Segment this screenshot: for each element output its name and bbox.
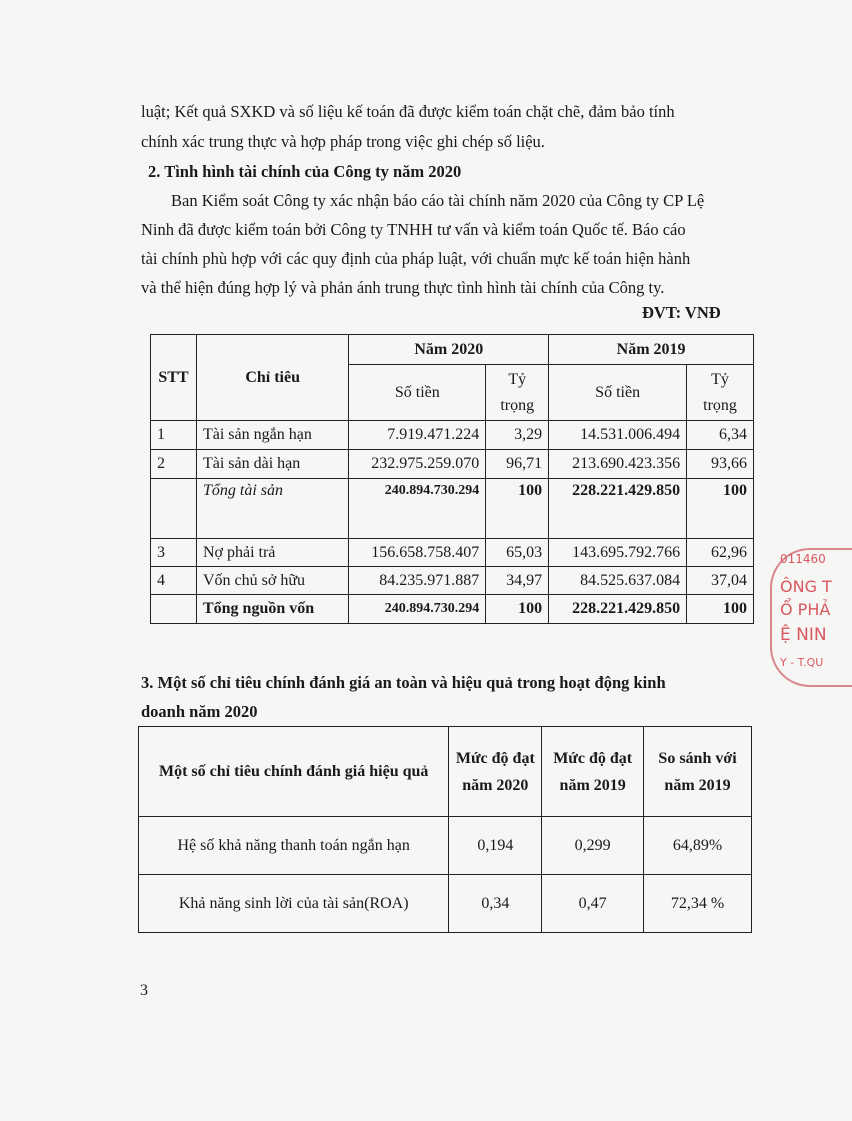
cell-ratio-2019: 100: [687, 595, 754, 624]
cell-level-2020: 0,34: [449, 875, 542, 933]
stamp-line-1: 011460: [780, 552, 826, 566]
cell-name: Tài sản ngắn hạn: [196, 421, 348, 450]
cell-value-2019: 228.221.429.850: [549, 479, 687, 539]
cell-indicator: Khả năng sinh lời của tài sản(ROA): [139, 875, 449, 933]
section-2-line-4: và thể hiện đúng hợp lý và phản ánh trung thực tình hình tài chính của Công ty.: [141, 278, 665, 297]
cell-ratio-2020: 100: [486, 479, 549, 539]
cell-level-2019: 0,299: [542, 817, 644, 875]
cell-ratio-2019: 37,04: [687, 567, 754, 595]
cell-stt: 3: [151, 539, 197, 567]
stamp-line-3: Ổ PHẢ: [780, 600, 831, 619]
cell-value-2020: 240.894.730.294: [349, 595, 486, 624]
stamp-line-4: Ệ NIN: [780, 625, 827, 645]
table-row: [151, 421, 754, 450]
cell-name: Vốn chủ sở hữu: [196, 567, 348, 595]
cell-level-2020: 0,194: [449, 817, 542, 875]
currency-unit: ĐVT: VNĐ: [642, 303, 721, 322]
cell-stt: 1: [151, 421, 197, 450]
cell-stt: 2: [151, 450, 197, 479]
cell-value-2019: 14.531.006.494: [549, 421, 687, 450]
header-level-2020: Mức độ đạt năm 2020: [449, 727, 542, 817]
cell-level-2019: 0,47: [542, 875, 644, 933]
cell-value-2019: 143.695.792.766: [549, 539, 687, 567]
table-row: [151, 567, 754, 595]
header-nam-2020: Năm 2020: [349, 335, 549, 365]
cell-ratio-2020: 100: [486, 595, 549, 624]
cell-compare: 72,34 %: [644, 875, 752, 933]
cell-value-2019: 213.690.423.356: [549, 450, 687, 479]
efficiency-table: [138, 726, 752, 933]
header-so-tien-2019: Số tiền: [549, 365, 687, 421]
section-2-line-3: tài chính phù hợp với các quy định của pháp luật, với chuẩn mực kế toán hiện hành: [141, 249, 691, 268]
cell-value-2019: 228.221.429.850: [549, 595, 687, 624]
cell-stt: [151, 479, 197, 539]
header-stt: STT: [151, 335, 197, 421]
cell-stt: 4: [151, 567, 197, 595]
cell-name: Nợ phải trả: [196, 539, 348, 567]
header-level-2019: Mức độ đạt năm 2019: [542, 727, 644, 817]
section-2-line-2: Ninh đã được kiểm toán bởi Công ty TNHH tư vấn và kiểm toán Quốc tế. Báo cáo: [141, 220, 686, 239]
cell-ratio-2020: 65,03: [486, 539, 549, 567]
header-compare-2019: So sánh với năm 2019: [644, 727, 752, 817]
cell-ratio-2019: 100: [687, 479, 754, 539]
cell-value-2020: 156.658.758.407: [349, 539, 486, 567]
stamp-line-2: ÔNG T: [780, 577, 832, 596]
cell-name: Tài sản dài hạn: [196, 450, 348, 479]
header-nam-2019: Năm 2019: [549, 335, 754, 365]
table-row: [151, 539, 754, 567]
header-chi-tieu: Chỉ tiêu: [196, 335, 348, 421]
cell-value-2020: 84.235.971.887: [349, 567, 486, 595]
header-indicator: Một số chỉ tiêu chính đánh giá hiệu quả: [139, 727, 449, 817]
page-number: 3: [140, 982, 148, 999]
header-ty-trong-2020: Tỷ trọng: [486, 365, 549, 421]
cell-compare: 64,89%: [644, 817, 752, 875]
cell-ratio-2019: 62,96: [687, 539, 754, 567]
intro-line-2: chính xác trung thực và hợp pháp trong việc ghi chép số liệu.: [141, 132, 545, 151]
section-2-heading: 2. Tình hình tài chính của Công ty năm 2020: [148, 162, 462, 181]
cell-name: Tổng nguồn vốn: [196, 595, 348, 624]
section-3-heading-line-2: doanh năm 2020: [141, 702, 258, 721]
table-row: [139, 817, 752, 875]
section-3-heading-line-1: 3. Một số chỉ tiêu chính đánh giá an toàn và hiệu quả trong hoạt động kinh: [141, 673, 666, 692]
cell-value-2019: 84.525.637.084: [549, 567, 687, 595]
cell-ratio-2019: 6,34: [687, 421, 754, 450]
cell-ratio-2020: 34,97: [486, 567, 549, 595]
stamp-line-5: Y - T.QU: [780, 656, 824, 669]
section-2-line-1: Ban Kiểm soát Công ty xác nhận báo cáo tài chính năm 2020 của Công ty CP Lệ: [171, 191, 705, 210]
table-row-total-capital: [151, 595, 754, 624]
cell-indicator: Hệ số khả năng thanh toán ngắn hạn: [139, 817, 449, 875]
cell-ratio-2020: 96,71: [486, 450, 549, 479]
table-row: [151, 450, 754, 479]
cell-stt: [151, 595, 197, 624]
cell-value-2020: 232.975.259.070: [349, 450, 486, 479]
cell-value-2020: 7.919.471.224: [349, 421, 486, 450]
cell-ratio-2019: 93,66: [687, 450, 754, 479]
table-row-total-assets: [151, 479, 754, 539]
header-so-tien-2020: Số tiền: [349, 365, 486, 421]
intro-line-1: luật; Kết quả SXKD và số liệu kế toán đã được kiểm toán chặt chẽ, đảm bảo tính: [141, 102, 675, 121]
financial-table: [150, 334, 754, 624]
header-ty-trong-2019: Tỷ trọng: [687, 365, 754, 421]
company-stamp: [770, 548, 852, 687]
cell-name: Tổng tài sản: [196, 479, 348, 539]
table-row: [139, 875, 752, 933]
cell-value-2020: 240.894.730.294: [349, 479, 486, 539]
cell-ratio-2020: 3,29: [486, 421, 549, 450]
